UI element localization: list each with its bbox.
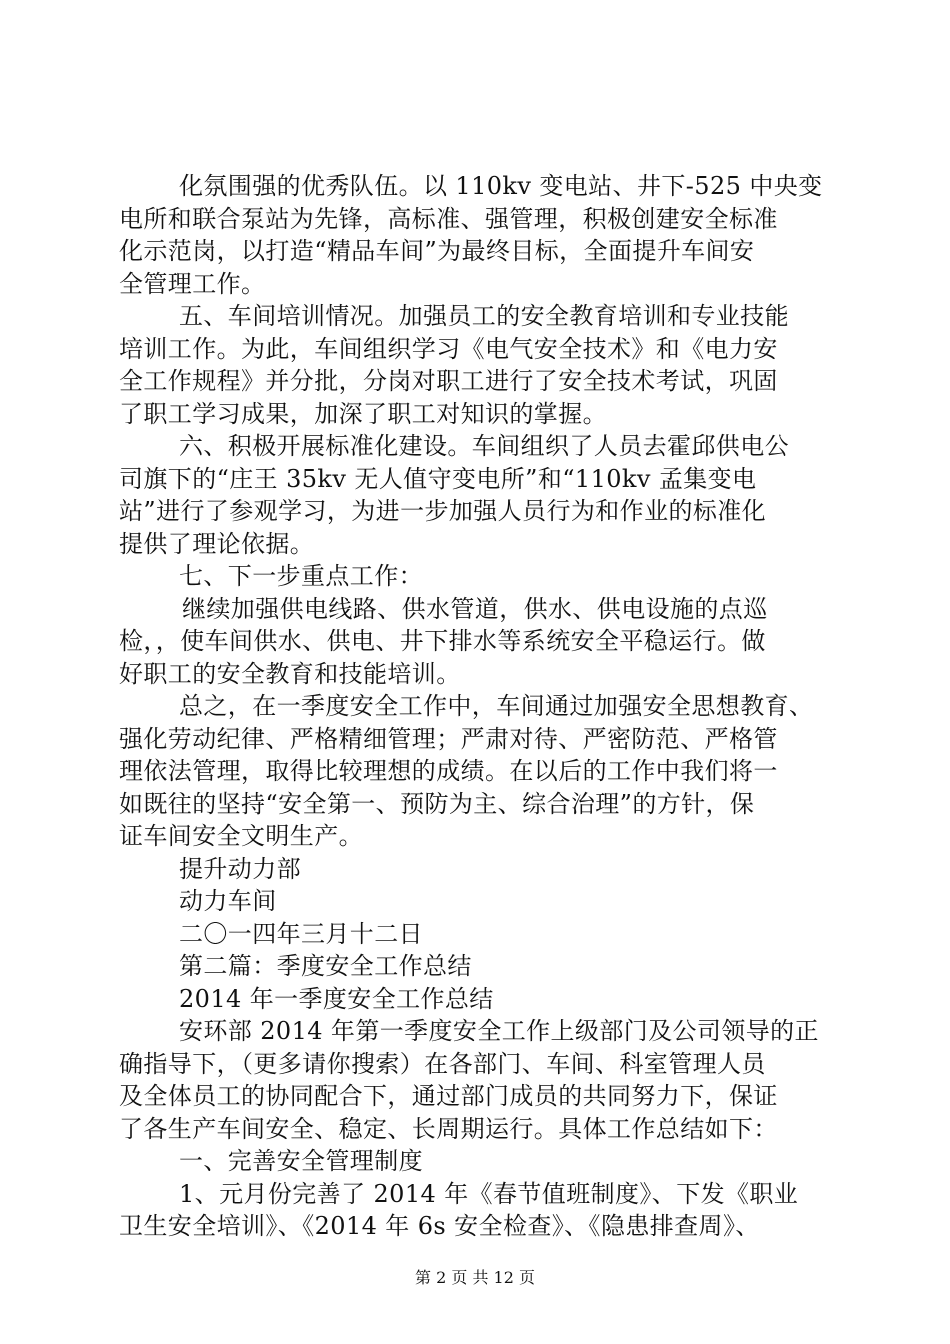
text-line: 电所和联合泵站为先锋，高标准、强管理，积极创建安全标准 bbox=[119, 204, 778, 233]
text-line: 六、积极开展标准化建设。车间组织了人员去霍邱供电公 bbox=[179, 432, 789, 460]
text-line: 五、车间培训情况。加强员工的安全教育培训和专业技能 bbox=[179, 302, 789, 330]
section-title: 2014 年一季度安全工作总结 bbox=[179, 984, 494, 1013]
text-line: 强化劳动纪律、严格精细管理；严肃对待、严密防范、严格管 bbox=[119, 724, 778, 753]
document-body bbox=[119, 170, 835, 1243]
section-heading: 第二篇：季度安全工作总结 bbox=[179, 952, 472, 980]
signature-department: 提升动力部 bbox=[179, 854, 301, 883]
text-line: 七、下一步重点工作： bbox=[179, 562, 423, 590]
text-line: 卫生安全培训》、《2014 年 6s 安全检查》、《隐患排查周》、 bbox=[119, 1212, 760, 1240]
text-line: 检，，使车间供水、供电、井下排水等系统安全平稳运行。做 bbox=[119, 627, 766, 655]
subheading: 一、完善安全管理制度 bbox=[179, 1147, 423, 1175]
text-line: 证车间安全文明生产。 bbox=[119, 822, 363, 850]
text-line: 化氛围强的优秀队伍。以 110kv 变电站、井下-525 中央变 bbox=[179, 172, 823, 200]
text-line: 了各生产车间安全、稳定、长周期运行。具体工作总结如下： bbox=[119, 1114, 778, 1143]
page-footer: 第 2 页 共 12 页 bbox=[415, 1268, 535, 1287]
text-line: 全工作规程》并分批，分岗对职工进行了安全技术考试，巩固 bbox=[119, 367, 778, 395]
signature-workshop: 动力车间 bbox=[179, 887, 277, 915]
signature-date: 二〇一四年三月十二日 bbox=[179, 919, 423, 948]
text-line: 了职工学习成果，加深了职工对知识的掌握。 bbox=[119, 399, 607, 428]
text-line: 确指导下，（更多请你搜索）在各部门、车间、科室管理人员 bbox=[119, 1049, 766, 1078]
text-line: 1、元月份完善了 2014 年《春节值班制度》、下发《职业 bbox=[179, 1179, 799, 1208]
text-line: 司旗下的“庄王 35kv 无人值守变电所”和“110kv 孟集变电 bbox=[119, 464, 757, 493]
text-line: 及全体员工的协同配合下，通过部门成员的共同努力下，保证 bbox=[119, 1082, 778, 1110]
text-line: 安环部 2014 年第一季度安全工作上级部门及公司领导的正 bbox=[179, 1017, 819, 1045]
text-line: 如既往的坚持“安全第一、预防为主、综合治理”的方针，保 bbox=[119, 789, 755, 818]
text-line: 总之，在一季度安全工作中，车间通过加强安全思想教育、 bbox=[179, 692, 814, 720]
text-line: 理依法管理，取得比较理想的成绩。在以后的工作中我们将一 bbox=[119, 757, 778, 785]
text-line: 站”进行了参观学习，为进一步加强人员行为和作业的标准化 bbox=[119, 497, 767, 525]
text-line: 培训工作。为此，车间组织学习《电气安全技术》和《电力安 bbox=[119, 334, 778, 363]
text-line: 提供了理论依据。 bbox=[119, 529, 315, 558]
text-line: 好职工的安全教育和技能培训。 bbox=[119, 659, 461, 688]
text-line: 继续加强供电线路、供水管道，供水、供电设施的点巡 bbox=[182, 594, 768, 623]
text-line: 全管理工作。 bbox=[119, 269, 266, 298]
text-line: 化示范岗，以打造“精品车间”为最终目标，全面提升车间安 bbox=[119, 237, 755, 265]
